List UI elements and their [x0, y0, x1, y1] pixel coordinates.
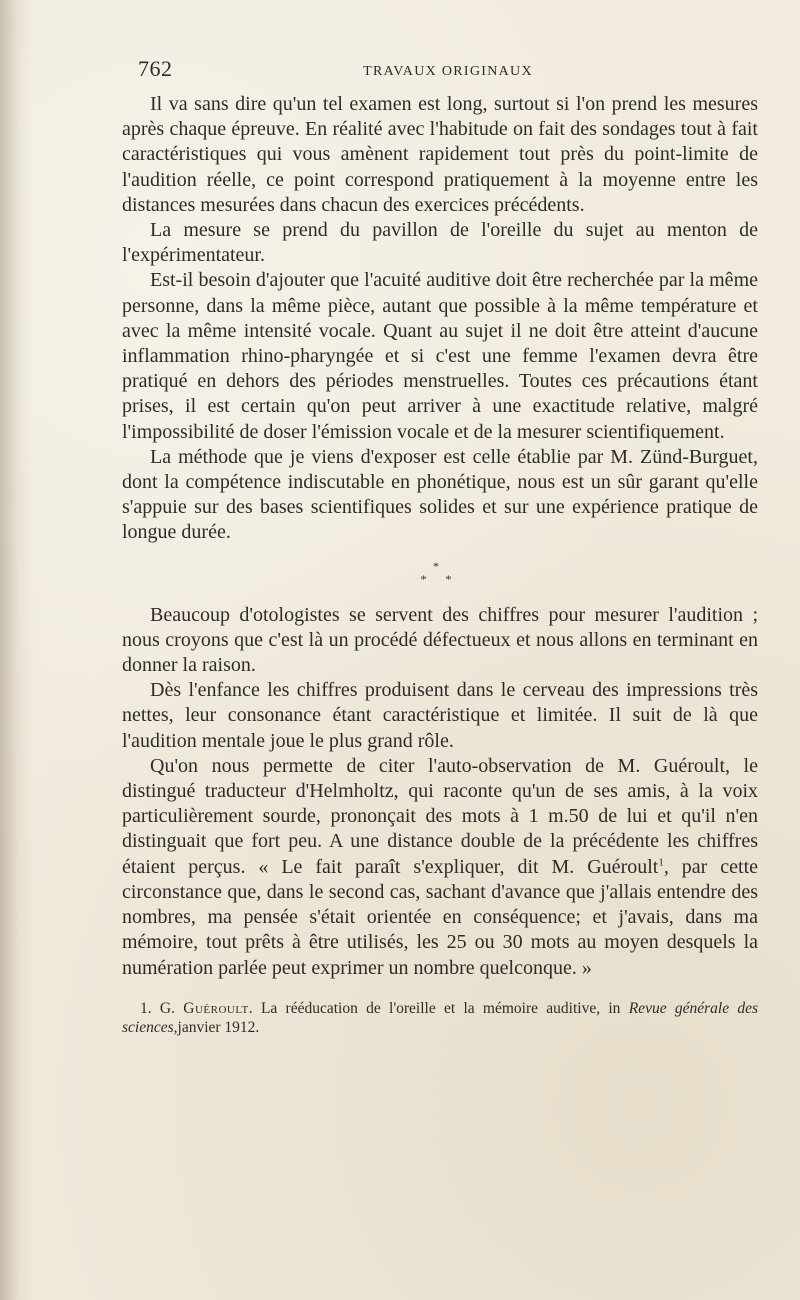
footnote-date: ,janvier 1912. [173, 1018, 260, 1036]
footnote-author-name: Guéroult [183, 999, 249, 1017]
separator-top-star: * [433, 558, 447, 573]
separator-bottom-stars: * * [420, 571, 460, 586]
footnote-title: La rééducation de l'oreille et la mémoire auditive, in [260, 999, 621, 1017]
running-title: TRAVAUX ORIGINAUX [363, 64, 533, 79]
paragraph-1: Il va sans dire qu'un tel examen est long, surtout si l'on prend les mesures après chaque épreuve. En réalité avec l'habitude on fait des sondages tout à fait caractéristiques qui vous amènent rapidement tout près du point-limite de l'audition réelle, ce point correspond pratiquement à la moyenne entre les distances mesurées dans chacun des exercices précédents. [122, 93, 758, 216]
footnote: 1. G. Guéroult. La rééducation de l'oreille et la mémoire auditive, in Revue générale des sciences,janvier 1912. [122, 999, 759, 1036]
footnote-journal: Revue générale des sciences [122, 999, 759, 1036]
paragraph-7-part-1: Qu'on nous permette de citer l'auto-observation de M. Guéroult, le distingué traducteur d'Helmholtz, qui raconte qu'un de ses amis, à la voix particulièrement sourde, prononçait des mots à 1 m.50 de lui et qu'il n'en distinguait que fort peu. A une distance double de la précédente les chiffres étaient perçus. « Le fait paraît s'expliquer, dit M. Guéroult [122, 754, 758, 878]
paragraph-2: La mesure se prend du pavillon de l'oreille du sujet au menton de l'expérimentateur. [122, 219, 758, 267]
page-header [138, 56, 758, 86]
main-text [122, 92, 758, 1052]
footnote-author-initial: G. [159, 999, 175, 1017]
paragraph-3: Est-il besoin d'ajouter que l'acuité auditive doit être recherchée par la même personne, dans la même pièce, autant que possible à la même température et avec la même intensité vocale. Quant au sujet il ne doit être atteint d'aucune inflammation rhino-pharyngée et si c'est une femme l'examen devra être pratiqué en dehors des périodes menstruelles. Toutes ces précautions étant prises, il est certain qu'on peut arriver à une exactitude relative, malgré l'impossibilité de doser l'émission vocale et de la mesurer scientifiquement. [122, 269, 758, 443]
paragraph-6: Dès l'enfance les chiffres produisent dans le cerveau des impressions très nettes, leur consonance étant caractéristique et limitée. Il suit de là que l'audition mentale joue le plus grand rôle. [122, 679, 758, 752]
footnote-reference: 1 [658, 856, 664, 869]
footnote-number: 1. [140, 999, 152, 1017]
paragraph-5: Beaucoup d'otologistes se servent des chiffres pour mesurer l'audition ; nous croyons que c'est là un procédé défectueux et nous allons en terminant en donner la raison. [122, 603, 758, 677]
paragraph-4: La méthode que je viens d'exposer est celle établie par M. Zünd-Burguet, dont la compétence indiscutable en phonétique, nous est un sûr garant qu'elle s'appuie sur des bases scientifiques solides et sur une expérience pratique de longue durée. [122, 445, 758, 544]
paragraph-7 [122, 754, 758, 981]
paragraph-7-part-2: , par cette circonstance que, dans le second cas, sachant d'avance que j'allais entendre des nombres, ma pensée s'était orientée en conséquence; et j'avais, dans ma mémoire, tout prêts à être utilisés, les 25 ou 30 mots au moyen desquels la numération parlée peut exprimer un nombre quelconque. » [122, 855, 759, 979]
section-separator [122, 560, 758, 585]
page-number: 762 [138, 56, 173, 81]
page-left-shadow [0, 0, 34, 1300]
